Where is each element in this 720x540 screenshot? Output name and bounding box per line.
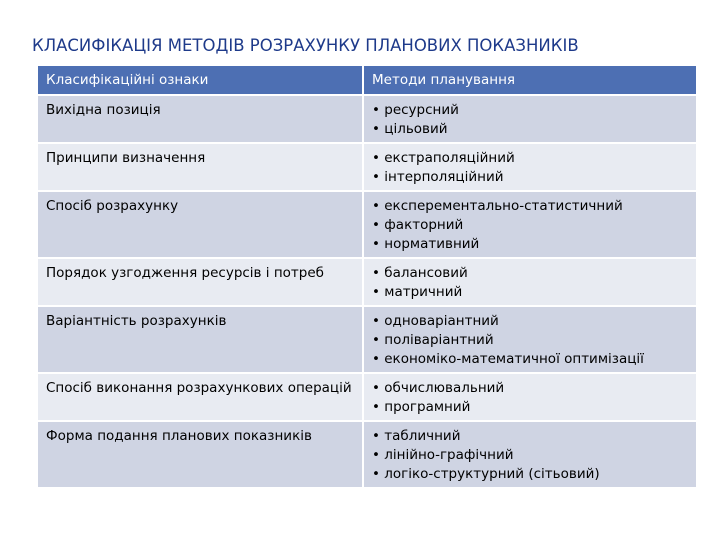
table-row bbox=[38, 259, 698, 307]
method-item: • економіко-математичної оптимізації bbox=[372, 351, 644, 367]
row-sign: Принципи визначення bbox=[38, 144, 364, 192]
method-item: • нормативний bbox=[372, 236, 480, 252]
table-row bbox=[38, 96, 698, 144]
table-row bbox=[38, 374, 698, 422]
header-classification-signs: Класифікаційні ознаки bbox=[38, 66, 364, 96]
row-sign: Порядок узгодження ресурсів і потреб bbox=[38, 259, 364, 307]
row-sign: Спосіб виконання розрахункових операцій bbox=[38, 374, 364, 422]
method-item: • ресурсний bbox=[372, 102, 459, 118]
method-item: • логіко-структурний (сітьовий) bbox=[372, 466, 600, 482]
row-methods bbox=[364, 422, 698, 489]
row-methods bbox=[364, 259, 698, 307]
method-item: • експерементально-статистичний bbox=[372, 198, 623, 214]
method-item: • цільовий bbox=[372, 121, 448, 137]
method-item: • інтерполяційний bbox=[372, 169, 504, 185]
table-row bbox=[38, 144, 698, 192]
row-sign: Варіантність розрахунків bbox=[38, 307, 364, 374]
row-methods bbox=[364, 96, 698, 144]
page-title: КЛАСИФІКАЦІЯ МЕТОДІВ РОЗРАХУНКУ ПЛАНОВИХ ПОКАЗНИКІВ bbox=[32, 36, 579, 55]
method-item: • одноваріантний bbox=[372, 313, 499, 329]
method-item: • матричний bbox=[372, 284, 463, 300]
method-item: • лінійно-графічний bbox=[372, 447, 514, 463]
method-item: • обчислювальний bbox=[372, 380, 505, 396]
classification-table bbox=[38, 66, 698, 489]
table-row bbox=[38, 192, 698, 259]
method-item: • табличний bbox=[372, 428, 461, 444]
table-header-row bbox=[38, 66, 698, 96]
row-sign: Спосіб розрахунку bbox=[38, 192, 364, 259]
row-methods bbox=[364, 374, 698, 422]
method-item: • факторний bbox=[372, 217, 464, 233]
table-row bbox=[38, 422, 698, 489]
row-methods bbox=[364, 192, 698, 259]
method-item: • програмний bbox=[372, 399, 471, 415]
row-methods bbox=[364, 307, 698, 374]
table-row bbox=[38, 307, 698, 374]
method-item: • балансовий bbox=[372, 265, 468, 281]
method-item: • екстраполяційний bbox=[372, 150, 515, 166]
row-sign: Форма подання планових показників bbox=[38, 422, 364, 489]
header-planning-methods: Методи планування bbox=[364, 66, 698, 96]
method-item: • поліваріантний bbox=[372, 332, 494, 348]
row-sign: Вихідна позиція bbox=[38, 96, 364, 144]
row-methods bbox=[364, 144, 698, 192]
